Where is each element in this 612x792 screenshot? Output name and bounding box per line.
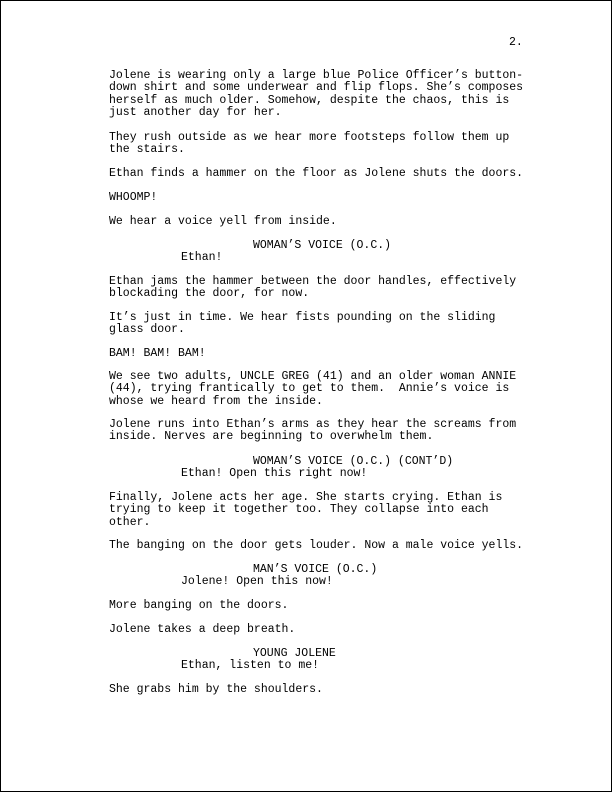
action-paragraph: WHOOMP! — [109, 191, 158, 204]
character-cue: WOMAN’S VOICE (O.C.) — [253, 239, 392, 252]
dialogue-line: Ethan! — [181, 251, 223, 264]
action-paragraph: We see two adults, UNCLE GREG (41) and an older woman ANNIE (44), trying frantically to get to them. Annie’s voice is whose we heard from the inside. — [109, 370, 517, 408]
action-paragraph: Jolene runs into Ethan’s arms as they hear the screams from inside. Nerves are beginning to overwhelm them. — [109, 418, 517, 444]
action-paragraph: The banging on the door gets louder. Now a male voice yells. — [109, 539, 524, 552]
action-paragraph: It’s just in time. We hear fists pounding on the sliding glass door. — [109, 311, 496, 337]
action-paragraph: Ethan finds a hammer on the floor as Jolene shuts the doors. — [109, 167, 524, 180]
action-paragraph: Jolene is wearing only a large blue Police Officer’s button- down shirt and some underwear and flip flops. She’s composes herself as much older. Somehow, despite the chaos, this is just another day for her. — [109, 69, 524, 119]
action-paragraph: She grabs him by the shoulders. — [109, 683, 323, 696]
action-paragraph: We hear a voice yell from inside. — [109, 215, 337, 228]
character-cue: WOMAN’S VOICE (O.C.) (CONT’D) — [253, 455, 454, 468]
dialogue-line: Ethan! Open this right now! — [181, 467, 368, 480]
dialogue-line: Jolene! Open this now! — [181, 575, 333, 588]
action-paragraph: Ethan jams the hammer between the door handles, effectively blockading the door, for now. — [109, 275, 517, 301]
character-cue: MAN’S VOICE (O.C.) — [253, 563, 378, 576]
action-paragraph: BAM! BAM! BAM! — [109, 347, 206, 360]
page-number: 2. — [509, 36, 523, 49]
dialogue-line: Ethan, listen to me! — [181, 659, 320, 672]
action-paragraph: Finally, Jolene acts her age. She starts crying. Ethan is trying to keep it together too. They collapse into each other. — [109, 491, 503, 529]
action-paragraph: Jolene takes a deep breath. — [109, 623, 296, 636]
character-cue: YOUNG JOLENE — [253, 647, 336, 660]
action-paragraph: They rush outside as we hear more footsteps follow them up the stairs. — [109, 131, 510, 157]
action-paragraph: More banging on the doors. — [109, 599, 289, 612]
